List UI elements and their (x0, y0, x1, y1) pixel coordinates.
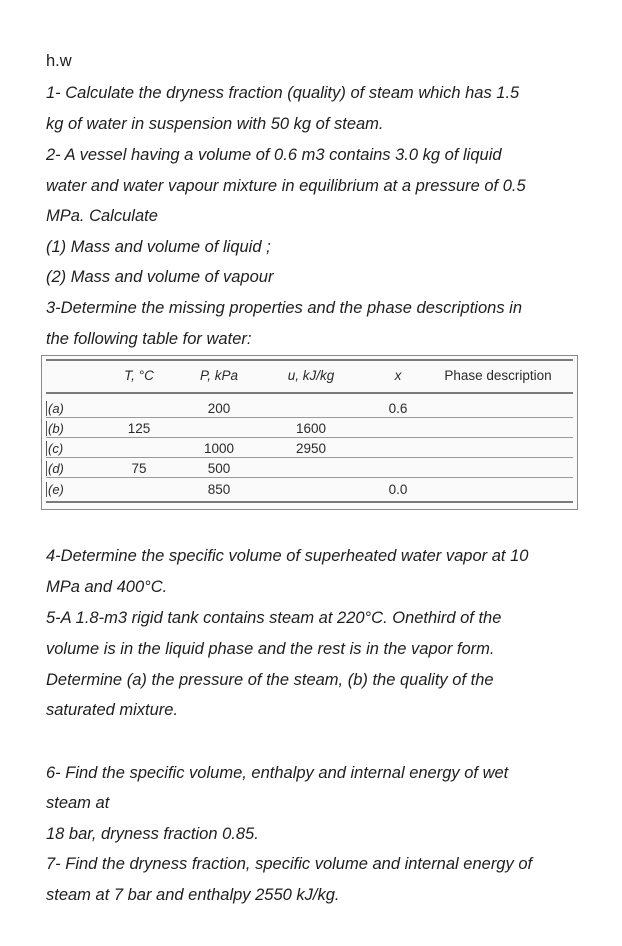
cell-b-internal-energy: 1600 (295, 421, 327, 436)
question-2-line-3: MPa. Calculate (46, 207, 158, 225)
question-2-line-1: 2- A vessel having a volume of 0.6 m3 contains 3.0 kg of liquid (46, 146, 502, 164)
question-1-line-2: kg of water in suspension with 50 kg of steam. (46, 115, 384, 133)
table-bottom-rule (46, 501, 573, 503)
header-internal-energy: u, kJ/kg (287, 368, 335, 383)
cell-b-temperature: 125 (127, 421, 151, 436)
header-pressure: P, kPa (199, 368, 239, 383)
row-label-a: (a) (48, 401, 64, 416)
question-1-line-1: 1- Calculate the dryness fraction (quality) of steam which has 1.5 (46, 84, 520, 102)
question-7-line-2: steam at 7 bar and enthalpy 2550 kJ/kg. (46, 886, 340, 904)
question-4-line-2: MPa and 400°C. (46, 578, 168, 596)
question-5-line-1: 5-A 1.8-m3 rigid tank contains steam at 220°C. Onethird of the (46, 609, 502, 627)
header-temperature: T, °C (124, 368, 154, 383)
table-top-rule (46, 359, 573, 361)
cell-a-pressure: 200 (207, 401, 231, 416)
row-rule-a (46, 417, 573, 418)
heading-hw: h.w (46, 52, 72, 70)
cell-c-pressure: 1000 (203, 441, 235, 456)
question-5-line-2: volume is in the liquid phase and the rest is in the vapor form. (46, 640, 495, 658)
row-label-e: (e) (48, 482, 64, 497)
question-4-line-1: 4-Determine the specific volume of superheated water vapor at 10 (46, 547, 529, 565)
header-quality: x (394, 368, 402, 383)
question-3-line-2: the following table for water: (46, 330, 252, 348)
row-rule-b (46, 437, 573, 438)
question-2-part-1: (1) Mass and volume of liquid ; (46, 238, 271, 256)
cell-e-pressure: 850 (207, 482, 231, 497)
table-header-rule (46, 392, 573, 394)
question-6-line-3: 18 bar, dryness fraction 0.85. (46, 825, 259, 843)
question-2-part-2: (2) Mass and volume of vapour (46, 268, 274, 286)
properties-table (41, 355, 578, 510)
question-7-line-1: 7- Find the dryness fraction, specific volume and internal energy of (46, 855, 533, 873)
question-5-line-4: saturated mixture. (46, 701, 179, 719)
row-label-b: (b) (48, 421, 64, 436)
cell-d-pressure: 500 (207, 461, 231, 476)
question-5-line-3: Determine (a) the pressure of the steam, (b) the quality of the (46, 671, 494, 689)
question-2-line-2: water and water vapour mixture in equilibrium at a pressure of 0.5 (46, 177, 526, 195)
cell-e-quality: 0.0 (388, 482, 408, 497)
row-rule-c (46, 457, 573, 458)
cell-a-quality: 0.6 (388, 401, 408, 416)
question-6-line-1: 6- Find the specific volume, enthalpy and internal energy of wet (46, 764, 509, 782)
row-rule-d (46, 477, 573, 478)
row-label-c: (c) (48, 441, 64, 456)
cell-c-internal-energy: 2950 (295, 441, 327, 456)
question-3-line-1: 3-Determine the missing properties and the phase descriptions in (46, 299, 523, 317)
cell-d-temperature: 75 (131, 461, 147, 476)
row-label-d: (d) (48, 461, 64, 476)
question-6-line-2: steam at (46, 794, 110, 812)
header-phase-description: Phase description (444, 368, 552, 383)
